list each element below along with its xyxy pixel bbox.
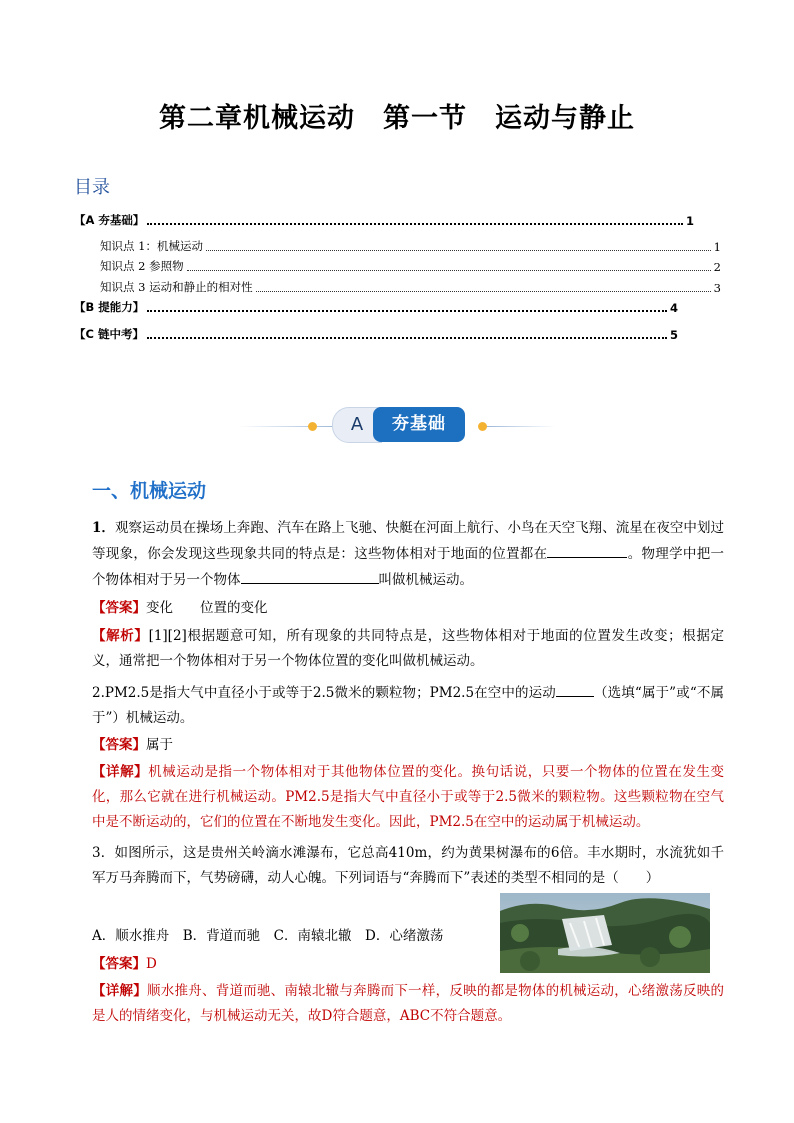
toc-leader (206, 249, 711, 251)
analysis-text: [1][2]根据题意可知，所有现象的共同特点是，这些物体相对于地面的位置发生改变；根据定义，通常把一个物体相对于另一个物体位置的变化叫做机械运动。 (92, 628, 725, 669)
question-3 (92, 841, 724, 891)
detail-text: 机械运动是指一个物体相对于其他物体位置的变化。换句话说，只要一个物体的位置在发生变化，那么它就在进行机械运动。PM2.5是指大气中直径小于或等于2.5微米的颗粒物。这些颗粒物在空气中是不断运动的，它们的位置在不断地发生变化。因此，PM2.5在空中的运动属于机械运动。 (92, 764, 725, 830)
analysis-1 (92, 624, 724, 674)
answer-tag: 【答案】 (92, 956, 146, 972)
answer-blank[interactable] (556, 680, 594, 697)
answer-1 (92, 596, 724, 621)
toc-entry-label: 【C 链中考】 (74, 327, 144, 341)
banner-dot-right-icon (478, 422, 487, 431)
toc-page-number: 2 (713, 260, 721, 274)
toc-entry-label: 【A 夯基础】 (74, 213, 145, 227)
question-2 (92, 680, 724, 731)
detail-2 (92, 760, 724, 835)
toc-page-number: 1 (685, 214, 694, 228)
answer-3 (92, 952, 724, 977)
toc-entry-label: 【B 提能力】 (74, 300, 145, 314)
answer-blank[interactable] (241, 567, 379, 584)
page-title: 第二章机械运动 第一节 运动与静止 (159, 103, 635, 134)
toc-entry-c[interactable] (74, 326, 678, 342)
question-3-options[interactable] (92, 924, 492, 949)
toc-leader (147, 222, 683, 225)
toc-leader (187, 269, 711, 271)
banner-dot-left-icon (308, 422, 317, 431)
toc-entry-b[interactable] (74, 299, 678, 315)
answer-text: 属于 (146, 737, 173, 753)
toc-entry-label: 知识点 2 参照物 (100, 259, 184, 273)
answer-2 (92, 733, 724, 758)
answer-blank[interactable] (547, 541, 627, 558)
question-text: 叫做机械运动。 (378, 572, 473, 588)
detail-3 (92, 979, 724, 1029)
toc-entry-k2[interactable] (100, 258, 721, 274)
toc-entry-k1[interactable] (100, 238, 721, 254)
question-text: 3．如图所示，这是贵州关岭滴水滩瀑布，它总高410m，约为黄果树瀑布的6倍。丰水期时，水流犹如千军万马奔腾而下，气势磅礴，动人心魄。下列词语与“奔腾而下”表述的类型不相同的是（ ） (92, 845, 724, 886)
toc-page-number: 1 (713, 240, 721, 254)
question-number: 1． (92, 520, 115, 536)
question-text: 。物理学中把一个物体相对于另一个物体 (92, 546, 725, 588)
toc-heading: 目录 (74, 177, 110, 198)
banner-letter: A (332, 407, 382, 443)
answer-tag: 【答案】 (92, 600, 146, 616)
question-1 (92, 516, 724, 593)
detail-tag: 【详解】 (92, 983, 147, 999)
banner-line-right (485, 426, 555, 427)
analysis-tag: 【解析】 (92, 628, 149, 644)
toc-entry-label: 知识点 1：机械运动 (100, 239, 203, 253)
question-text: 观察运动员在操场上奔跑、汽车在路上飞驰、快艇在河面上航行、小鸟在天空飞翔、流星在夜空中划过等现象，你会发现这些现象共同的特点是：这些物体相对于地面的位置都在 (92, 520, 724, 562)
answer-text: D (146, 956, 157, 972)
toc-entry-label: 知识点 3 运动和静止的相对性 (100, 280, 253, 294)
toc-leader (147, 309, 667, 312)
detail-text: 顺水推舟、背道而驰、南辕北辙与奔腾而下一样，反映的都是物体的机械运动，心绪激荡反映的是人的情绪变化，与机械运动无关，故D符合题意，ABC不符合题意。 (92, 983, 725, 1024)
section-heading: 一、机械运动 (92, 480, 207, 502)
answer-text: 变化 位置的变化 (146, 600, 268, 616)
question-text: 2.PM2.5是指大气中直径小于或等于2.5微米的颗粒物；PM2.5在空中的运动 (92, 685, 556, 701)
toc-entry-k3[interactable] (100, 279, 721, 295)
banner-line-left (238, 426, 338, 427)
section-banner (230, 405, 560, 445)
toc-page-number: 5 (669, 328, 678, 342)
options-text: A．顺水推舟 B．背道而驰 C．南辕北辙 D．心绪激荡 (92, 928, 444, 944)
banner-title: 夯基础 (373, 407, 465, 442)
toc-leader (147, 336, 667, 339)
toc-leader (256, 290, 711, 292)
answer-tag: 【答案】 (92, 737, 146, 753)
toc-page-number: 4 (669, 301, 678, 315)
toc-page-number: 3 (713, 281, 721, 295)
detail-tag: 【详解】 (92, 764, 149, 780)
question-text: （选填“属于”或“不属于”）机械运动。 (92, 685, 724, 726)
toc-entry-a[interactable] (74, 212, 694, 228)
